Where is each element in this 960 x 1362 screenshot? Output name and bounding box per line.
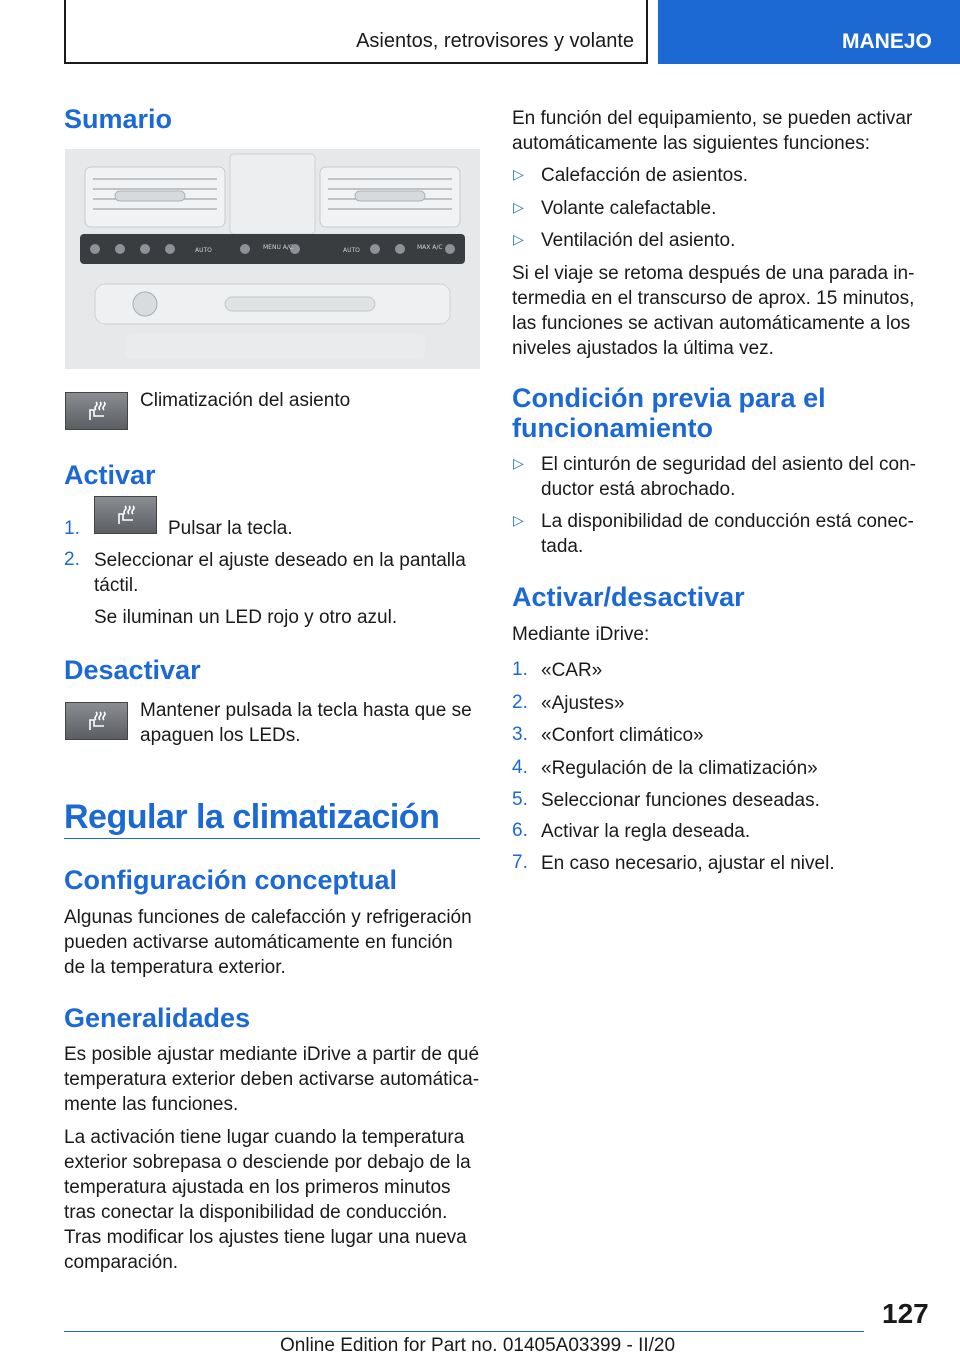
heading-desactivar: Desactivar xyxy=(64,655,201,685)
step-text: «CAR» xyxy=(541,660,603,681)
step-text: «Confort climático» xyxy=(541,725,704,746)
bullet-marker: ▷ xyxy=(513,166,524,182)
icon-caption: Climatización del asiento xyxy=(140,390,351,411)
bullet-marker: ▷ xyxy=(513,512,524,528)
config-text: Algunas funciones de calefacción y refrigeración xyxy=(64,907,472,928)
heading-condicion: Condición previa para el xyxy=(512,383,826,413)
general-text: Tras modificar los ajustes tiene lugar una nueva xyxy=(64,1227,467,1248)
step-number: 6. xyxy=(512,820,528,841)
step-number: 4. xyxy=(512,757,528,778)
seat-climate-button-icon xyxy=(65,702,128,740)
step-number: 2. xyxy=(64,549,80,570)
step-text: Seleccionar funciones deseadas. xyxy=(541,790,820,811)
step-number: 1. xyxy=(512,659,528,680)
heading-activar-desactivar: Activar/desactivar xyxy=(512,582,745,612)
heading-sumario: Sumario xyxy=(64,104,173,134)
climate-panel-photo xyxy=(65,149,480,369)
bullet-marker: ▷ xyxy=(513,231,524,247)
bullet-text: Volante calefactable. xyxy=(541,198,717,219)
general-text: mente las funciones. xyxy=(64,1094,239,1115)
step-number: 3. xyxy=(512,724,528,745)
footer-rule xyxy=(64,1331,864,1332)
photo-btn-max: MAX A/C xyxy=(417,244,443,251)
step-text: En caso necesario, ajustar el nivel. xyxy=(541,853,835,874)
desactivar-text: apaguen los LEDs. xyxy=(140,725,301,746)
photo-btn-auto-left: AUTO xyxy=(195,247,212,254)
intro-text: automáticamente las siguientes funciones: xyxy=(512,133,871,154)
bullet-text: El cinturón de seguridad del asiento del con‐ xyxy=(541,454,916,475)
general-text: Es posible ajustar mediante iDrive a partir de qué xyxy=(64,1044,480,1065)
step-text: «Regulación de la climatización» xyxy=(541,758,818,779)
section-tab-label: MANEJO xyxy=(842,30,932,53)
bullet-text: ductor está abrochado. xyxy=(541,479,736,500)
activar-note: Se iluminan un LED rojo y otro azul. xyxy=(94,607,398,628)
general-text: temperatura ajustada en los primeros minutos xyxy=(64,1177,451,1198)
bullet-text: Calefacción de asientos. xyxy=(541,165,749,186)
step-text: Seleccionar el ajuste deseado en la pantalla xyxy=(94,550,466,571)
para-text: niveles ajustados la última vez. xyxy=(512,338,774,359)
config-text: de la temperatura exterior. xyxy=(64,957,286,978)
general-text: exterior sobrepasa o desciende por debajo de la xyxy=(64,1152,471,1173)
step-number: 1. xyxy=(64,518,80,539)
step-number: 5. xyxy=(512,789,528,810)
footer-edition: Online Edition for Part no. 01405A03399 - II/20 xyxy=(280,1335,676,1356)
bullet-marker: ▷ xyxy=(513,199,524,215)
step-number: 2. xyxy=(512,692,528,713)
para-text: las funciones se activan automáticamente a los xyxy=(512,313,911,334)
para-text: termedia en el transcurso de aprox. 15 minutos, xyxy=(512,288,915,309)
bullet-text: tada. xyxy=(541,536,584,557)
step-number: 7. xyxy=(512,852,528,873)
seat-climate-button-icon xyxy=(65,392,128,430)
photo-btn-auto-right: AUTO xyxy=(343,247,360,254)
step-text: «Ajustes» xyxy=(541,693,625,714)
page-number: 127 xyxy=(882,1298,929,1329)
bullet-text: La disponibilidad de conducción está conec‐ xyxy=(541,511,914,532)
section-tab[interactable] xyxy=(658,0,960,64)
general-text: tras conectar la disponibilidad de conducción. xyxy=(64,1202,448,1223)
heading-configuracion: Configuración conceptual xyxy=(64,865,398,895)
intro-text: En función del equipamiento, se pueden activar xyxy=(512,108,913,129)
heading-activar: Activar xyxy=(64,460,156,490)
step-text: Pulsar la tecla. xyxy=(168,518,293,539)
heading-regular: Regular la climatización xyxy=(64,798,440,836)
bullet-text: Ventilación del asiento. xyxy=(541,230,736,251)
step-text: Activar la regla deseada. xyxy=(541,821,751,842)
heading-generalidades: Generalidades xyxy=(64,1003,251,1033)
section-rule xyxy=(64,838,480,839)
desactivar-text: Mantener pulsada la tecla hasta que se xyxy=(140,700,472,721)
seat-climate-button-icon xyxy=(94,496,157,534)
general-text: comparación. xyxy=(64,1252,179,1273)
mediante-text: Mediante iDrive: xyxy=(512,624,650,645)
step-text: táctil. xyxy=(94,575,139,596)
general-text: temperatura exterior deben activarse automática‐ xyxy=(64,1069,480,1090)
general-text: La activación tiene lugar cuando la temperatura xyxy=(64,1127,465,1148)
section-title: Asientos, retrovisores y volante xyxy=(356,30,634,52)
bullet-marker: ▷ xyxy=(513,455,524,471)
heading-condicion: funcionamiento xyxy=(512,413,713,443)
config-text: pueden activarse automáticamente en función xyxy=(64,932,453,953)
header-box xyxy=(64,0,648,64)
photo-btn-menu: MENU A/C xyxy=(263,244,294,251)
para-text: Si el viaje se retoma después de una parada in‐ xyxy=(512,263,915,284)
